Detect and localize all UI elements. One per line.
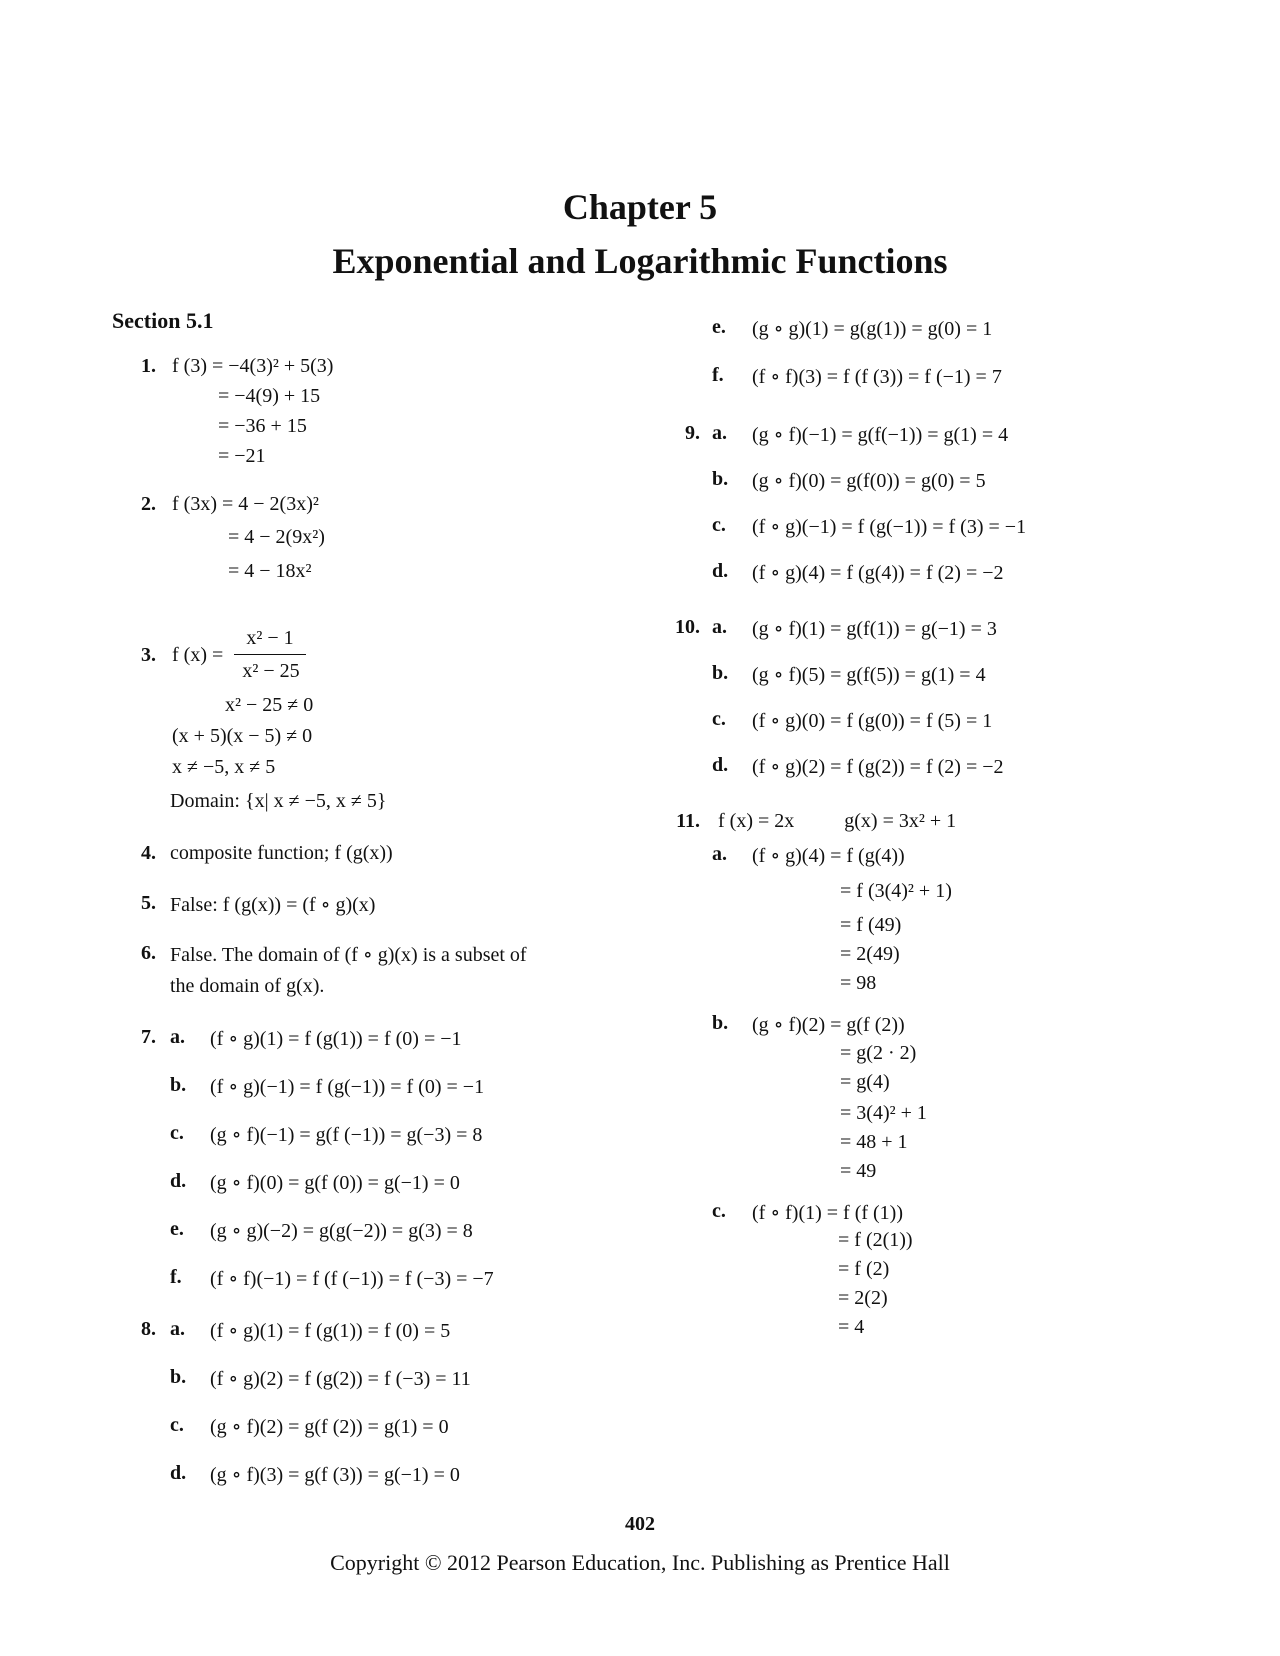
problem-number-11: 11.	[676, 810, 700, 832]
p11-a-line-1: = f (3(4)² + 1)	[840, 880, 952, 902]
p1-line-3: = −36 + 15	[218, 415, 307, 437]
p3-line-1: x² − 25 ≠ 0	[225, 694, 314, 716]
p3-fraction-bar	[234, 654, 306, 655]
p7-label-f: f.	[170, 1266, 182, 1288]
section-heading: Section 5.1	[112, 308, 214, 333]
p9-d: (f ∘ g)(4) = f (g(4)) = f (2) = −2	[752, 562, 1004, 584]
p10-c: (f ∘ g)(0) = f (g(0)) = f (5) = 1	[752, 710, 993, 732]
chapter-title: Exponential and Logarithmic Functions	[332, 241, 948, 281]
p11-c-first: (f ∘ f)(1) = f (f (1))	[752, 1202, 904, 1224]
p11-b-line-4: = 48 + 1	[840, 1131, 908, 1153]
page-number: 402	[625, 1513, 655, 1535]
p9-label-d: d.	[712, 560, 729, 582]
p10-label-b: b.	[712, 662, 729, 684]
problem-number-2: 2.	[141, 493, 156, 515]
p8-label-b: b.	[170, 1366, 187, 1388]
problem-number-1: 1.	[141, 355, 156, 377]
p7-label-d: d.	[170, 1170, 187, 1192]
p3-denominator: x² − 25	[242, 660, 300, 682]
p2-line-1: f (3x) = 4 − 2(3x)²	[172, 493, 319, 515]
p8-label-e: e.	[712, 316, 726, 338]
p11-label-b: b.	[712, 1012, 729, 1034]
p7-label-a: a.	[170, 1026, 185, 1048]
p8-f: (f ∘ f)(3) = f (f (3)) = f (−1) = 7	[752, 366, 1002, 388]
p8-label-a: a.	[170, 1318, 185, 1340]
p8-c: (g ∘ f)(2) = g(f (2)) = g(1) = 0	[210, 1416, 449, 1438]
p11-b-first: (g ∘ f)(2) = g(f (2))	[752, 1014, 905, 1036]
p11-b-line-3: = 3(4)² + 1	[840, 1102, 927, 1124]
problem-number-4: 4.	[141, 842, 156, 864]
p11-b-line-2: = g(4)	[840, 1071, 890, 1093]
p5-text: False: f (g(x)) = (f ∘ g)(x)	[170, 894, 376, 916]
p11-a-first: (f ∘ g)(4) = f (g(4))	[752, 845, 905, 867]
p7-c: (g ∘ f)(−1) = g(f (−1)) = g(−3) = 8	[210, 1124, 483, 1146]
p7-b: (f ∘ g)(−1) = f (g(−1)) = f (0) = −1	[210, 1076, 485, 1098]
p7-label-b: b.	[170, 1074, 187, 1096]
p11-a-line-2: = f (49)	[840, 914, 902, 936]
p1-line-1: f (3) = −4(3)² + 5(3)	[172, 355, 334, 377]
problem-number-3: 3.	[141, 644, 156, 666]
p8-label-d: d.	[170, 1462, 187, 1484]
p10-d: (f ∘ g)(2) = f (g(2)) = f (2) = −2	[752, 756, 1004, 778]
problem-number-5: 5.	[141, 892, 156, 914]
p1-line-2: = −4(9) + 15	[218, 385, 321, 407]
p6-line-2: the domain of g(x).	[170, 975, 325, 997]
p11-c-line-3: = 2(2)	[838, 1287, 888, 1309]
p11-label-c: c.	[712, 1200, 726, 1222]
p9-c: (f ∘ g)(−1) = f (g(−1)) = f (3) = −1	[752, 516, 1027, 538]
p9-label-c: c.	[712, 514, 726, 536]
p11-b-line-1: = g(2 · 2)	[840, 1042, 917, 1064]
p10-b: (g ∘ f)(5) = g(f(5)) = g(1) = 4	[752, 664, 986, 686]
p1-line-4: = −21	[218, 445, 266, 467]
p8-a: (f ∘ g)(1) = f (g(1)) = f (0) = 5	[210, 1320, 451, 1342]
p11-a-line-3: = 2(49)	[840, 943, 900, 965]
p3-lhs: f (x) =	[172, 644, 224, 666]
p10-label-c: c.	[712, 708, 726, 730]
copyright-notice: Copyright © 2012 Pearson Education, Inc. Publishing as Prentice Hall	[330, 1550, 950, 1575]
p8-b: (f ∘ g)(2) = f (g(2)) = f (−3) = 11	[210, 1368, 471, 1390]
p3-numerator: x² − 1	[246, 627, 294, 649]
p7-label-e: e.	[170, 1218, 184, 1240]
p7-a: (f ∘ g)(1) = f (g(1)) = f (0) = −1	[210, 1028, 462, 1050]
problem-number-6: 6.	[141, 942, 156, 964]
p11-c-line-2: = f (2)	[838, 1258, 890, 1280]
p11-c-line-1: = f (2(1))	[838, 1229, 913, 1251]
p10-label-a: a.	[712, 616, 727, 638]
p7-f: (f ∘ f)(−1) = f (f (−1)) = f (−3) = −7	[210, 1268, 494, 1290]
p3-domain: Domain: {x| x ≠ −5, x ≠ 5}	[170, 790, 387, 812]
p11-b-line-5: = 49	[840, 1160, 877, 1182]
p9-a: (g ∘ f)(−1) = g(f(−1)) = g(1) = 4	[752, 424, 1009, 446]
problem-number-8: 8.	[141, 1318, 156, 1340]
problem-number-7: 7.	[141, 1026, 156, 1048]
p7-d: (g ∘ f)(0) = g(f (0)) = g(−1) = 0	[210, 1172, 460, 1194]
p9-label-b: b.	[712, 468, 729, 490]
p8-d: (g ∘ f)(3) = g(f (3)) = g(−1) = 0	[210, 1464, 460, 1486]
p3-line-3: x ≠ −5, x ≠ 5	[172, 756, 276, 778]
p8-label-f: f.	[712, 364, 724, 386]
chapter-heading: Chapter 5	[562, 187, 718, 227]
p11-c-line-4: = 4	[838, 1316, 865, 1338]
p7-label-c: c.	[170, 1122, 184, 1144]
p8-label-c: c.	[170, 1414, 184, 1436]
p2-line-2: = 4 − 2(9x²)	[228, 526, 325, 548]
p3-line-2: (x + 5)(x − 5) ≠ 0	[172, 725, 313, 747]
problem-number-9: 9.	[685, 422, 700, 444]
p4-text: composite function; f (g(x))	[170, 842, 393, 864]
p9-b: (g ∘ f)(0) = g(f(0)) = g(0) = 5	[752, 470, 986, 492]
p2-line-3: = 4 − 18x²	[228, 560, 312, 582]
problem-number-10: 10.	[675, 616, 700, 638]
p11-label-a: a.	[712, 843, 727, 865]
p7-e: (g ∘ g)(−2) = g(g(−2)) = g(3) = 8	[210, 1220, 473, 1242]
p9-label-a: a.	[712, 422, 727, 444]
p11-a-line-4: = 98	[840, 972, 877, 994]
p10-a: (g ∘ f)(1) = g(f(1)) = g(−1) = 3	[752, 618, 997, 640]
p10-label-d: d.	[712, 754, 729, 776]
p11-header: f (x) = 2x g(x) = 3x² + 1	[718, 810, 957, 832]
p8-e: (g ∘ g)(1) = g(g(1)) = g(0) = 1	[752, 318, 993, 340]
p6-line-1: False. The domain of (f ∘ g)(x) is a subset of	[170, 944, 527, 966]
